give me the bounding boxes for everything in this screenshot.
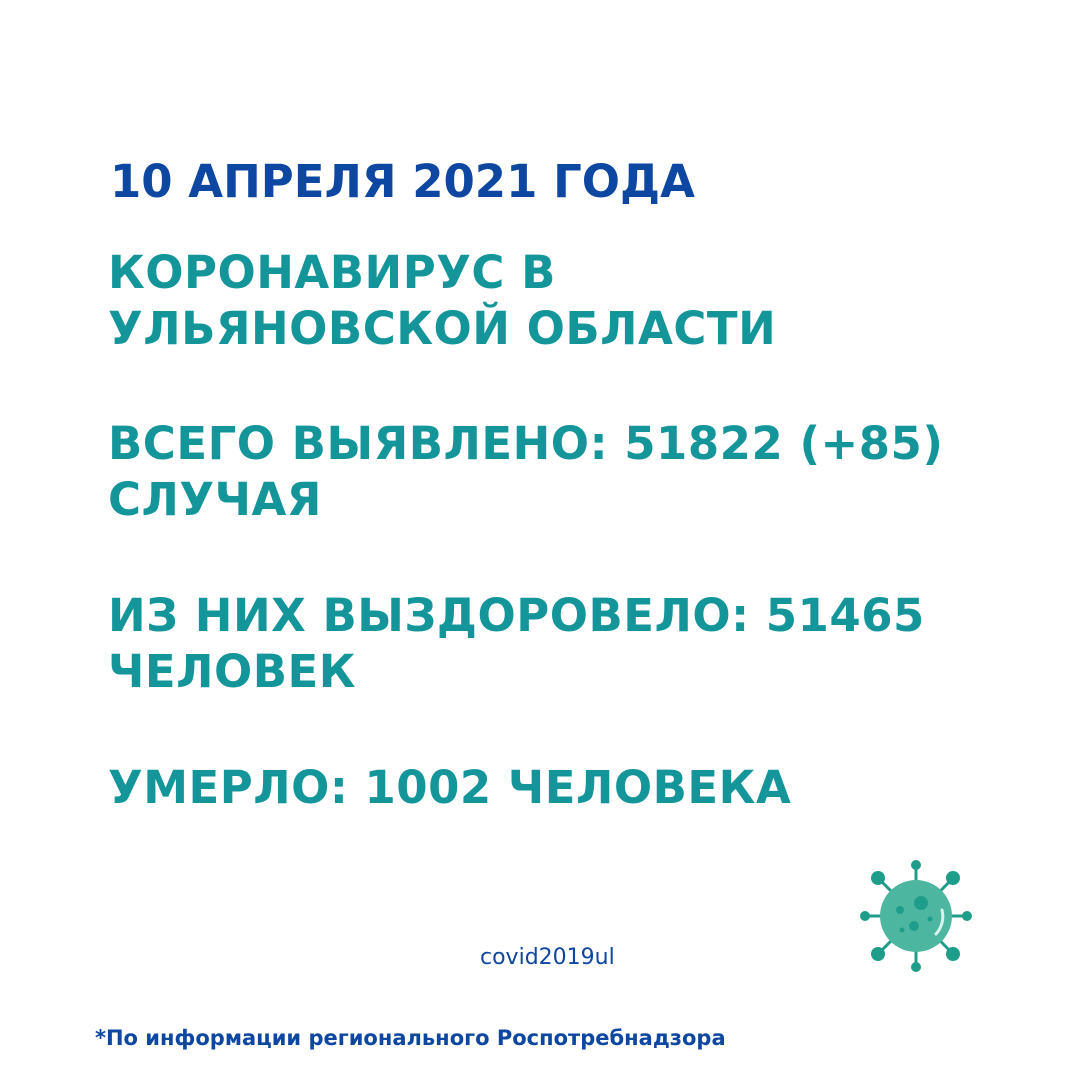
recovered [108,588,925,700]
total-cases-line-1: ВСЕГО ВЫЯВЛЕНО: 51822 (+85) [108,417,944,470]
region-title-line-2: УЛЬЯНОВСКОЙ ОБЛАСТИ [108,302,777,355]
region-title [108,245,776,357]
social-handle: covid2019ul [480,945,615,970]
recovered-line-1: ИЗ НИХ ВЫЗДОРОВЕЛО: 51465 [108,589,925,642]
total-cases-line-2: СЛУЧАЯ [108,473,322,526]
deaths-line: УМЕРЛО: 1002 ЧЕЛОВЕКА [108,761,792,814]
deaths [108,760,791,816]
region-title-line-1: КОРОНАВИРУС В [108,246,556,299]
recovered-line-2: ЧЕЛОВЕК [108,645,357,698]
virus-icon [858,858,974,974]
source-footnote: *По информации регионального Роспотребнадзора [95,1026,726,1050]
report-date: 10 АПРЕЛЯ 2021 ГОДА [110,155,695,208]
total-cases [108,416,943,528]
